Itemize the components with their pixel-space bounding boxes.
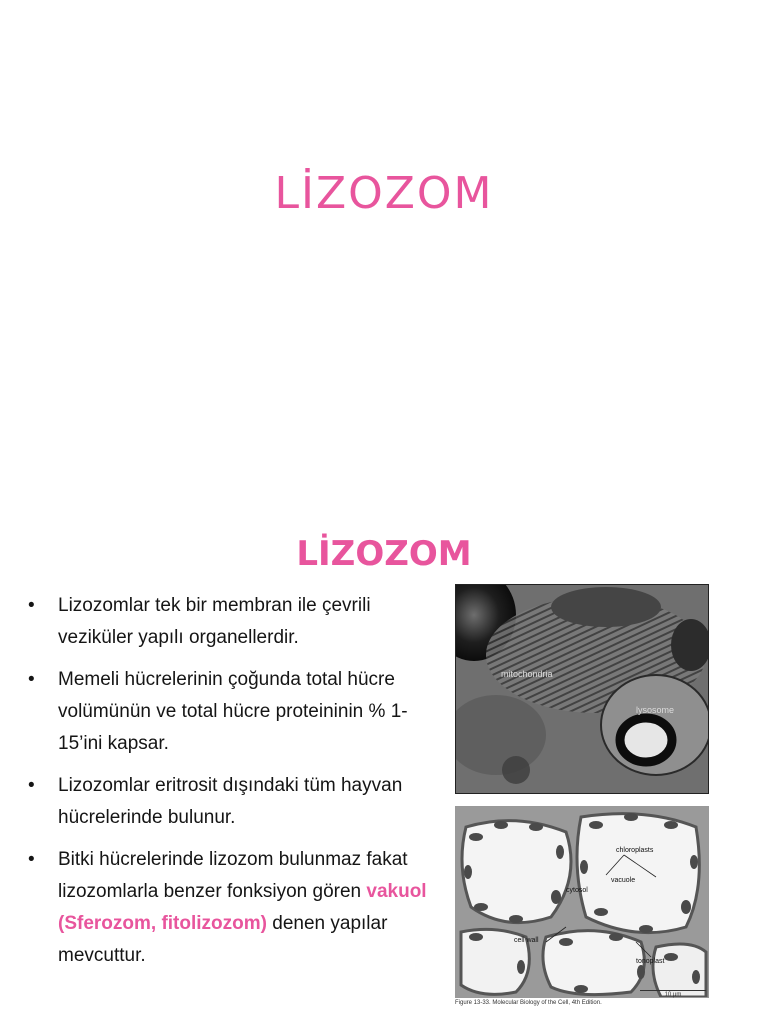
micrograph-2-drawing [456,807,708,997]
bullet-item [22,664,440,760]
label-tonoplast: tonoplast [636,958,665,965]
bullet-list [22,590,440,982]
slide-2-title: LİZOZOM [296,534,472,574]
bullet-item [22,844,440,972]
bullet-text-part1: Bitki hücrelerinde lizozom bulunmaz fakat lizozomlarla benzer fonksiyon gören [58,849,408,902]
label-mitochondria: mitochondria [501,669,553,679]
slide-1 [0,0,768,500]
bullet-icon: • [28,849,35,870]
bullet-text: Memeli hücrelerinin çoğunda total hücre volümünün ve total hücre proteininin % 1-15’ini kapsar. [58,669,408,754]
label-chloroplasts: chloroplasts [616,847,654,854]
slide-1-title: LİZOZOM [274,168,494,219]
bullet-item [22,590,440,654]
label-vacuole: vacuole [611,877,636,884]
label-lysosome: lysosome [636,705,675,715]
scale-bar: 10 μm [640,990,706,998]
figure-caption: Figure 13-33. Molecular Biology of the Cell, 4th Edition. [455,1000,602,1006]
label-cytosol: cytosol [566,887,588,894]
label-cell-wall: cell wall [514,937,539,944]
bullet-item [22,770,440,834]
bullet-icon: • [28,775,35,796]
bullet-icon: • [28,595,35,616]
bullet-icon: • [28,669,35,690]
bullet-text-part2: denen yapılar mevcuttur. [58,913,388,966]
slide-2 [0,512,768,1024]
bullet-text: Lizozomlar tek bir membran ile çevrili veziküler yapılı organellerdir. [58,595,371,648]
micrograph-mitochondria-lysosome [455,584,709,794]
micrograph-plant-cells [455,806,709,998]
bullet-text: Lizozomlar eritrosit dışındaki tüm hayvan hücrelerinde bulunur. [58,775,403,828]
micrograph-1-drawing [456,585,708,793]
highlight-text: vakuol (Sferozom, fitolizozom) [58,881,427,934]
